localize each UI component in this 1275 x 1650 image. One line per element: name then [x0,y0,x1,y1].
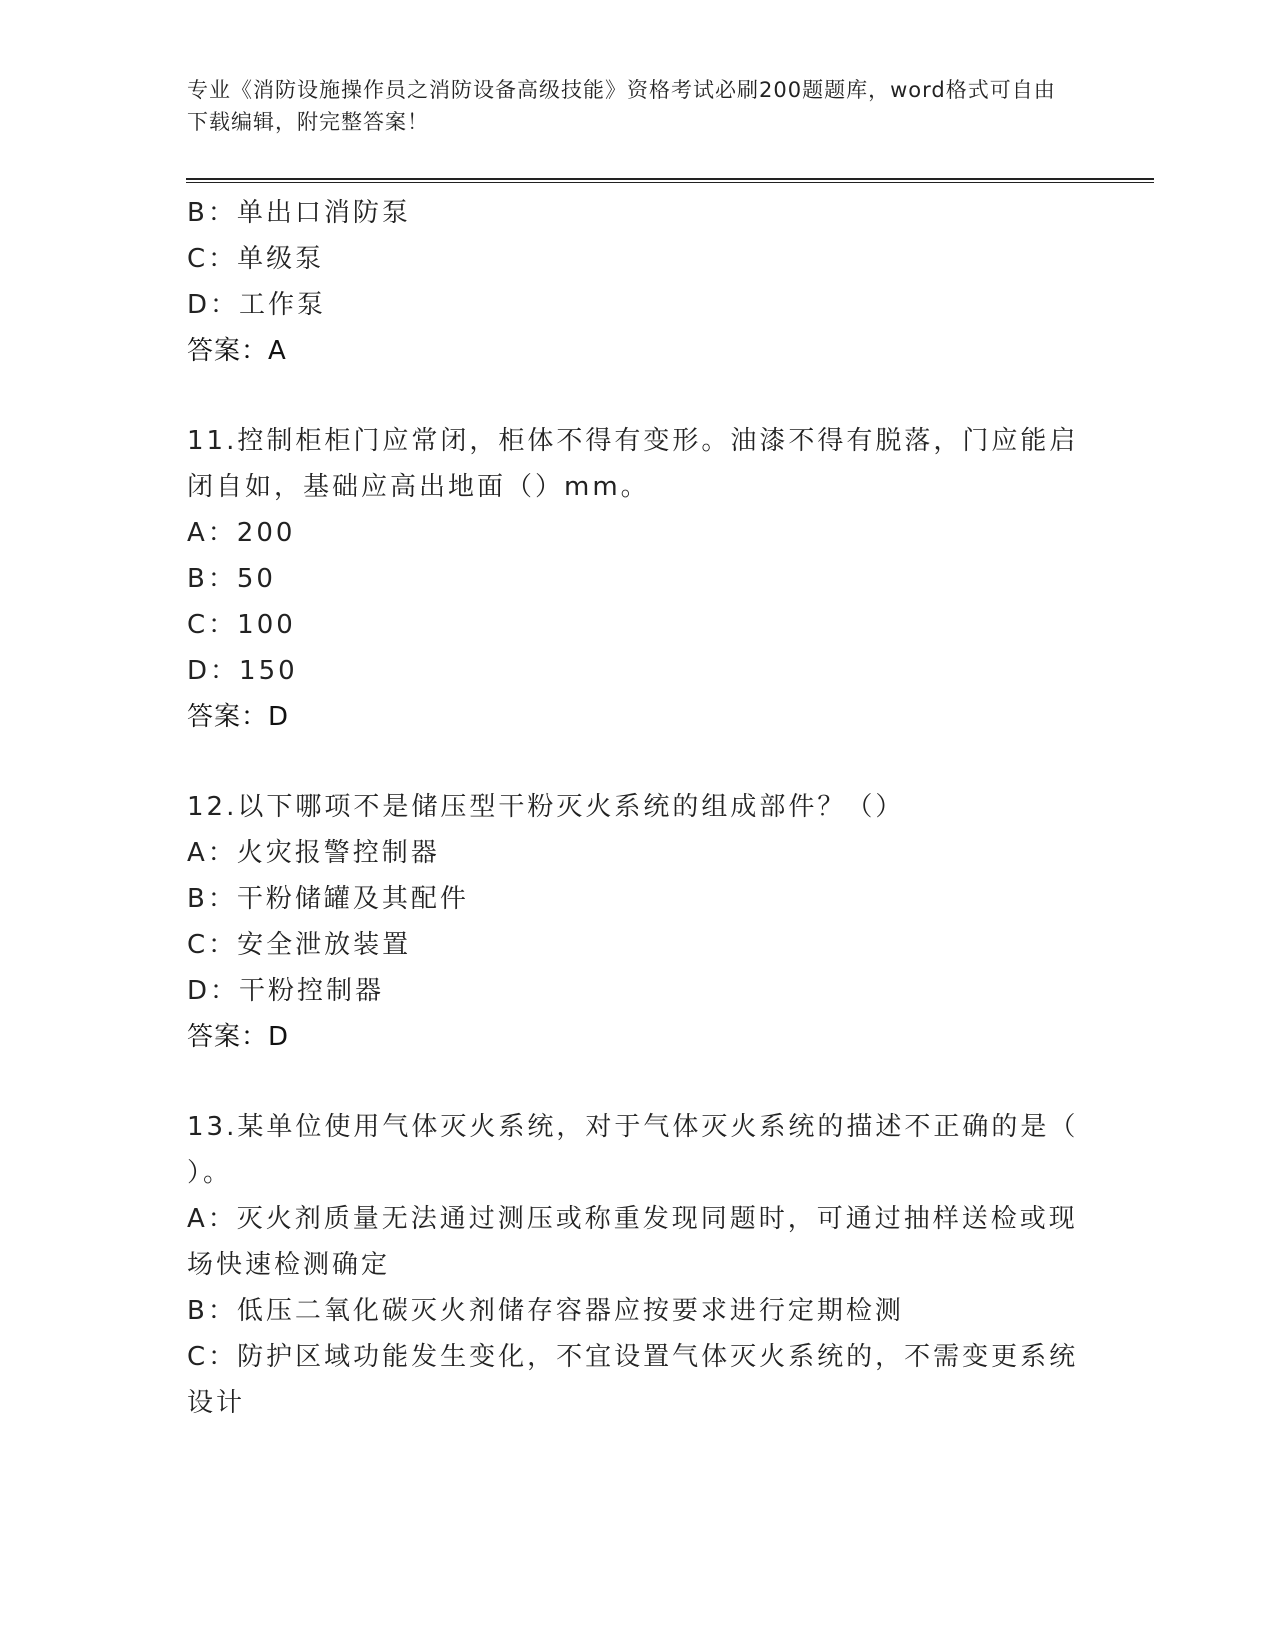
question-spacer [187,1060,1067,1104]
question-stem-line: 闭自如，基础应高出地面（）mm。 [187,472,650,502]
option-b: B：单出口消防泵 [187,198,411,228]
question-12 [187,784,1067,1060]
option-c: C：安全泄放装置 [187,930,412,960]
option-b: B：低压二氧化碳灭火剂储存容器应按要求进行定期检测 [187,1296,904,1326]
option-a-line: A：灭火剂质量无法通过测压或称重发现同题时，可通过抽样送检或现 [187,1204,1078,1234]
question-spacer [187,374,1067,418]
question-stem-line: 12.以下哪项不是储压型干粉灭火系统的组成部件？（） [187,792,905,822]
answer-line: 答案：A [187,336,287,366]
question-10-continued [187,190,1067,374]
page-header: 专业《消防设施操作员之消防设备高级技能》资格考试必刷200题题库，word格式可自由下载编辑，附完整答案！ [187,78,1056,134]
option-c: C：单级泵 [187,244,325,274]
header-divider [186,178,1154,183]
answer-line: 答案：D [187,1022,290,1052]
option-b: B：干粉储罐及其配件 [187,884,469,914]
option-d: D：工作泵 [187,290,327,320]
question-stem-line: ）。 [187,1158,233,1188]
option-d: D：150 [187,656,298,686]
option-a: A：200 [187,518,296,548]
question-13 [187,1104,1079,1426]
option-c-line: C：防护区域功能发生变化，不宜设置气体灭火系统的，不需变更系统 [187,1342,1079,1372]
option-a-line: 场快速检测确定 [187,1250,391,1280]
option-b: B：50 [187,564,276,594]
option-c: C：100 [187,610,296,640]
question-11 [187,418,1079,740]
option-d: D：干粉控制器 [187,976,385,1006]
question-content [187,190,1079,1426]
answer-line: 答案：D [187,702,290,732]
question-stem-line: 13.某单位使用气体灭火系统，对于气体灭火系统的描述不正确的是（ [187,1112,1079,1142]
question-stem-line: 11.控制柜柜门应常闭，柜体不得有变形。油漆不得有脱落，门应能启 [187,426,1079,456]
option-c-line: 设计 [187,1388,246,1418]
option-a: A：火灾报警控制器 [187,838,440,868]
question-spacer [187,740,1067,784]
